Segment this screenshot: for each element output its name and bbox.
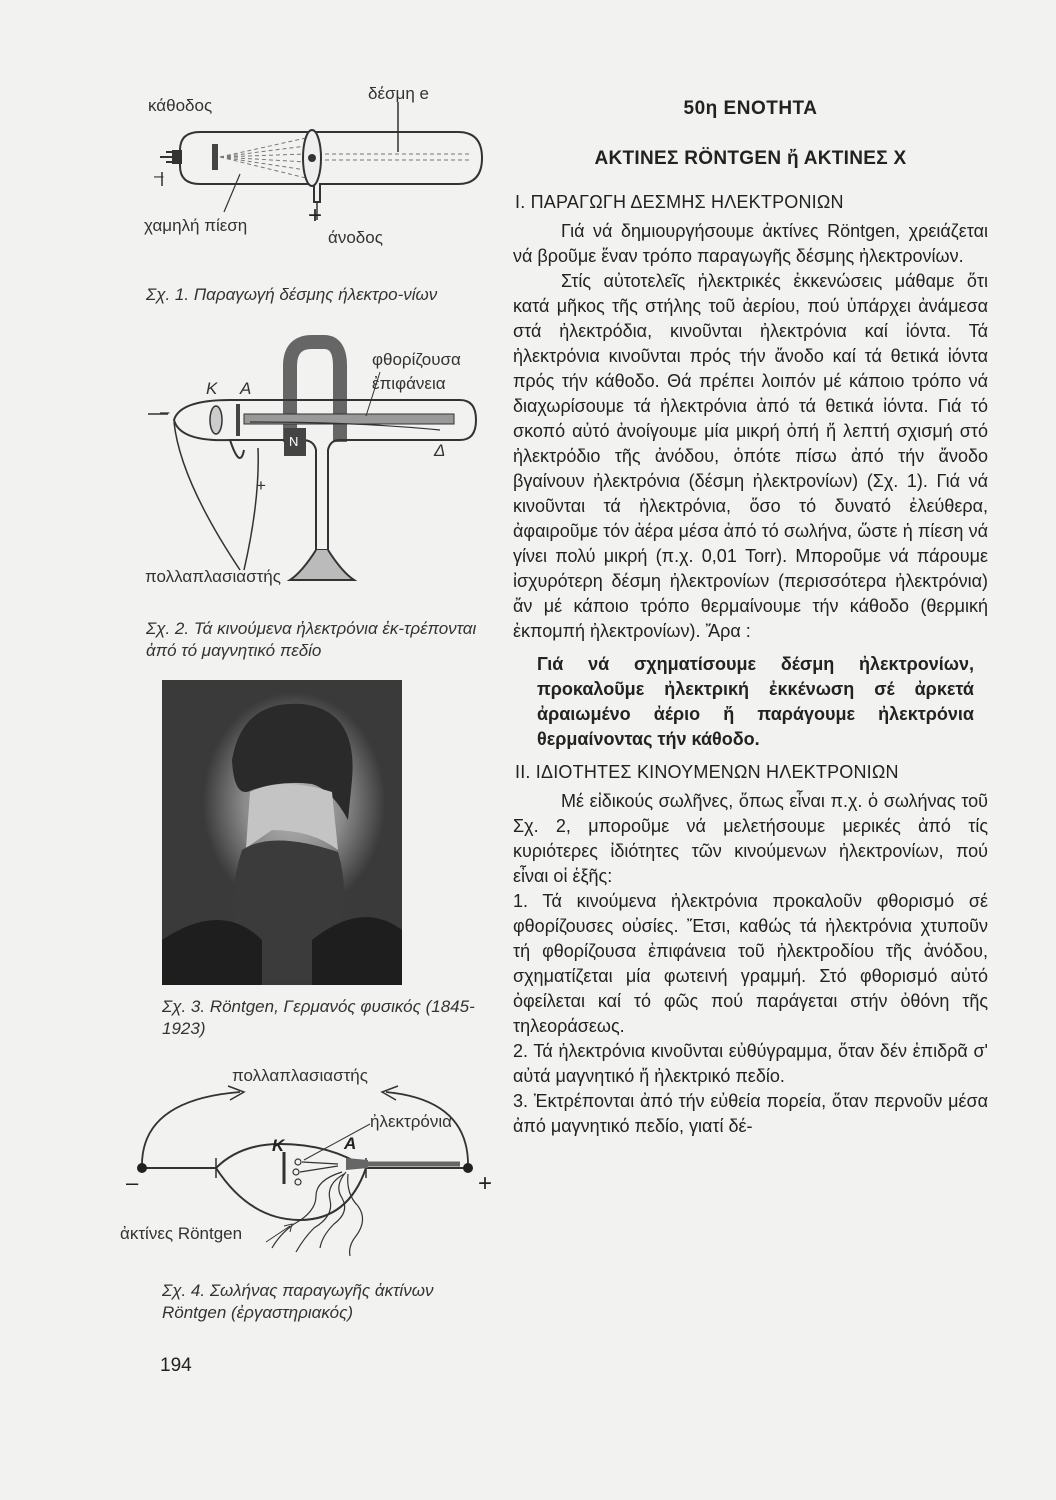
fig4-label-k: K: [272, 1136, 285, 1155]
fig1-sign-minus: –: [154, 166, 164, 185]
fig2-sign-minus: –: [160, 402, 170, 421]
figure-4: [120, 1060, 500, 1290]
page-number: 194: [160, 1355, 192, 1376]
fig4-label-electrons: ἠλεκτρόνια: [370, 1112, 452, 1131]
fig1-label-beam: δέσμη e: [368, 84, 429, 103]
fig2-label-multiplier: πολλαπλασιαστής: [145, 567, 281, 586]
paragraph-3: Μέ εἰδικούς σωλῆνες, ὅπως εἶναι π.χ. ὁ σωλήνας τοῦ Σχ. 2, μποροῦμε νά μελετήσουμε μερικές ἀπό τίς κυριότερες ἰδιότητες τῶν κινούμενων ἠλεκτρονίων, πού εἶναι οἱ ἑξῆς:: [513, 791, 988, 886]
fig2-label-k: K: [206, 379, 218, 398]
list-item-3: 3. Ἐκτρέπονται ἀπό τήν εὐθεία πορεία, ὅταν περνοῦν μέσα ἀπό μαγνητικό πεδίο, γιατί δέ-: [513, 1091, 988, 1136]
fig2-label-delta: Δ: [434, 441, 446, 460]
fig4-label-a: A: [344, 1134, 357, 1153]
key-statement: Γιά νά σχηματίσουμε δέσμη ἠλεκτρονίων, προκαλοῦμε ἠλεκτρική ἐκκένωση σέ ἀρκετά ἀραιωμένο ἀέριο ἤ παράγουμε ἠλεκτρόνια θερμαίνοντας τήν κάθοδο.: [537, 654, 974, 749]
section-number: 50η ΕΝΟΤΗΤΑ: [683, 98, 818, 119]
fig1-sign-plus: +: [308, 202, 323, 229]
fig2-caption: Σχ. 2. Τά κινούμενα ἠλεκτρόνια ἐκ-τρέπονται ἀπό τό μαγνητικό πεδίο: [146, 619, 477, 660]
heading-1: Ι. ΠΑΡΑΓΩΓΗ ΔΕΣΜΗΣ ΗΛΕΚΤΡΟΝΙΩΝ: [515, 192, 844, 212]
chapter-title: ΑΚΤΙΝΕΣ RÖNTGEN ἤ ΑΚΤΙΝΕΣ Χ: [594, 148, 907, 169]
fig4-sign-minus: –: [126, 1170, 139, 1195]
paragraph-1: Γιά νά δημιουργήσουμε ἀκτίνες Röntgen, χρειάζεται νά βροῦμε ἕναν τρόπο παραγωγῆς δέσμης ἠλεκτρονίων.: [513, 221, 988, 266]
fig1-label-low-pressure: χαμηλή πίεση: [144, 216, 248, 235]
figure-1: [140, 80, 500, 280]
fig3-caption: Σχ. 3. Röntgen, Γερμανός φυσικός (1845-1923): [162, 997, 475, 1038]
fig4-label-multiplier: πολλαπλασιαστής: [232, 1066, 368, 1085]
fig4-label-xrays: ἀκτίνες Röntgen: [120, 1224, 243, 1243]
fig1-label-anode: άνοδος: [328, 228, 383, 247]
fig2-label-fluorescent: φθορίζουσα ἐπιφάνεια: [372, 350, 461, 393]
fig1-label-cathode: κάθοδος: [148, 96, 213, 115]
figure-2: [140, 330, 500, 590]
fig4-tube-diagram: [120, 1060, 500, 1290]
paragraph-2: Στίς αὐτοτελεῖς ἠλεκτρικές ἐκκενώσεις μάθαμε ὅτι κατά μῆκος τῆς στήλης τοῦ ἀερίου, πού ὑπάρχει ἀνάμεσα στά ἠλεκτρόδια, κινοῦνται ἠλεκτρόνια καί ἰόντα. Τά ἠλεκτρόνια κινοῦνται πρός τήν ἄνοδο καί τά θετικά ἰόντα πρός τήν κάθοδο. Θά πρέπει λοιπόν μέ κάποιο τρόπο νά διαχωρίσουμε τά ἠλεκτρόνια ἀπό τά θετικά ἰόντα. Γιά τό σκοπό αὐτό ἀνοίγουμε μία μικρή ὀπή ἤ λεπτή σχισμή στό ἠλεκτρόδιο τῆς ἀνόδου, ὁπότε πίσω ἀπό τήν ἄνοδο βγαίνουν ἠλεκτρόνια (δέσμη ἠλεκτρονίων) (Σχ. 1). Γιά νά κινοῦνται τά ἠλεκτρόνια, ὅσο τό δυνατό ἐλεύθερα, ἀφαιροῦμε τόν ἀέρα μέσα ἀπό τό σωλήνα, ὥστε ἡ πίεση νά γίνει πολύ μικρή (π.χ. 0,01 Torr). Μποροῦμε νά πάρουμε ἰσχυρότερη δέσμη ἠλεκτρονίων (περισσότερα ἠλεκτρόνια) ἄν μέ κάποιο τρόπο θερμαίνουμε τήν κάθοδο (θερμική ἐκπομπή ἠλεκτρονίων). Ἄρα :: [513, 271, 988, 641]
fig4-caption: Σχ. 4. Σωλήνας παραγωγῆς ἀκτίνων Röntgen (ἐργαστηριακός): [162, 1281, 434, 1322]
fig1-caption: Σχ. 1. Παραγωγή δέσμης ήλεκτρο-νίων: [146, 285, 438, 304]
fig2-label-n: N: [289, 434, 299, 449]
fig2-sign-plus: +: [256, 476, 266, 495]
list-item-2: 2. Τά ἠλεκτρόνια κινοῦνται εὐθύγραμμα, ὅταν δέν ἐπιδρᾶ σ' αὐτά μαγνητικό ἤ ἠλεκτρικό πεδίο.: [513, 1041, 988, 1086]
heading-2: ΙΙ. ΙΔΙΟΤΗΤΕΣ ΚΙΝΟΥΜΕΝΩΝ ΗΛΕΚΤΡΟΝΙΩΝ: [515, 762, 899, 782]
roentgen-portrait: [162, 680, 402, 985]
list-item-1: 1. Τά κινούμενα ἠλεκτρόνια προκαλοῦν φθορισμό σέ φθορίζουσες οὐσίες. Ἔτσι, καθώς τά ἠλεκτρόνια χτυποῦν τή φθορίζουσα ἐπιφάνεια τοῦ ἠλεκτροδίου τῆς ἀνόδου, σχηματίζεται μία φωτεινή γραμμή. Στό φθορισμό αὐτό ὀφείλεται καί τό φῶς πού παράγεται στήν ὀθόνη τῆς τηλεοράσεως.: [513, 891, 988, 1036]
fig2-label-a: A: [240, 379, 252, 398]
portrait-sketch: [162, 680, 402, 985]
fig4-sign-plus: +: [478, 1170, 493, 1197]
main-text-column: [513, 98, 988, 1139]
